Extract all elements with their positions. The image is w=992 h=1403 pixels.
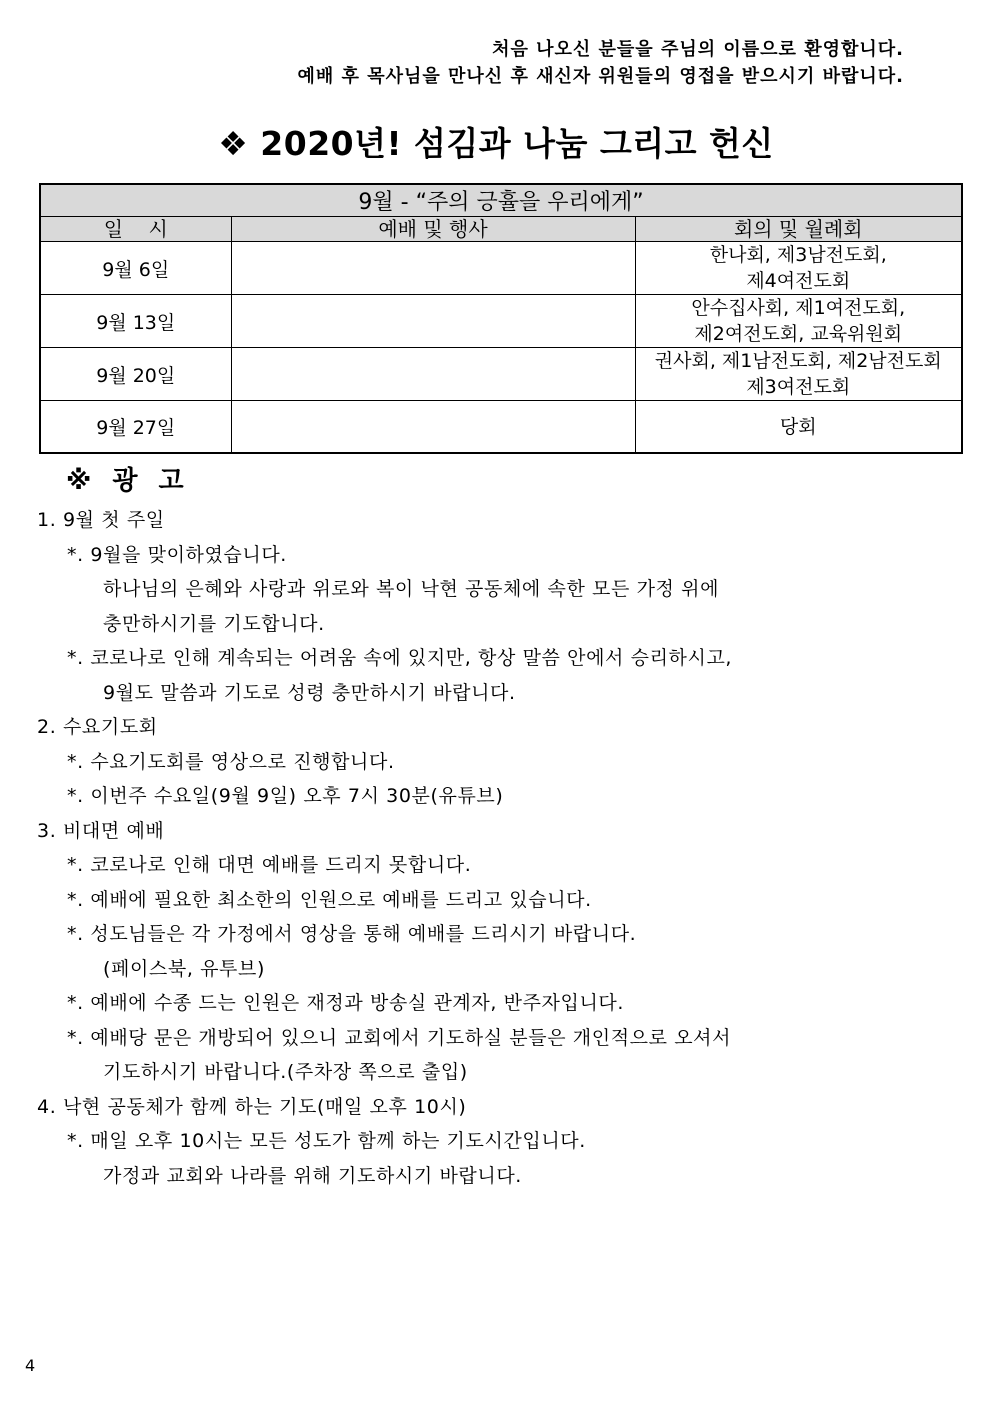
announcement-item: *. 예배에 수종 드는 인원은 재정과 방송실 관계자, 반주자입니다. [67, 992, 624, 1014]
schedule-month-row [40, 184, 962, 217]
announcement-title: 1. 9월 첫 주일 [37, 509, 165, 531]
announcement-item: *. 수요기도회를 영상으로 진행합니다. [67, 750, 395, 773]
table-row [40, 242, 962, 295]
row-date: 9월 27일 [40, 401, 231, 454]
announcement-title: 4. 낙현 공동체가 함께 하는 기도(매일 오후 10시) [37, 1095, 467, 1118]
announcement-item: *. 예배에 필요한 최소한의 인원으로 예배를 드리고 있습니다. [67, 888, 592, 911]
table-row [40, 295, 962, 348]
announcements [37, 503, 937, 1193]
announcement-item: *. 예배당 문은 개방되어 있으니 교회에서 기도하실 분들은 개인적으로 오셔서 [67, 1026, 732, 1049]
announcement-item: *. 코로나로 인해 대면 예배를 드리지 못합니다. [67, 854, 472, 876]
schedule-header-row [40, 217, 962, 242]
announcement-title: 2. 수요기도회 [37, 716, 158, 738]
announcement-item: *. 9월을 맞이하였습니다. [67, 543, 287, 566]
row-event [231, 401, 635, 454]
row-date: 9월 20일 [40, 348, 231, 401]
welcome-message [298, 36, 905, 90]
announcement-item: *. 코로나로 인해 계속되는 어려움 속에 있지만, 항상 말씀 안에서 승리하시고, [67, 647, 733, 669]
announcement-item: *. 매일 오후 10시는 모든 성도가 함께 하는 기도시간입니다. [67, 1130, 586, 1152]
row-meeting-line-1: 안수집사회, 제1여전도회, [691, 297, 906, 319]
announcement-section [37, 710, 937, 814]
row-meeting-line-1: 권사회, 제1남전도회, 제2남전도회 [654, 350, 942, 372]
page-title: ❖ 2020년! 섬김과 나눔 그리고 헌신 [218, 124, 774, 163]
row-meeting [635, 242, 962, 295]
announcement-item: 가정과 교회와 나라를 위해 기도하시기 바랍니다. [103, 1164, 522, 1187]
row-meeting [635, 348, 962, 401]
row-meeting-line-1: 당회 [779, 415, 817, 438]
row-meeting-line-2: 제4여전도회 [746, 270, 851, 292]
announcement-item: 기도하시기 바랍니다.(주차장 쪽으로 출입) [103, 1061, 468, 1083]
page-number: 4 [25, 1356, 36, 1375]
row-meeting-line-2: 제3여전도회 [746, 376, 851, 398]
welcome-line-1: 처음 나오신 분들을 주님의 이름으로 환영합니다. [492, 39, 904, 60]
header-meeting: 회의 및 월례회 [635, 217, 962, 242]
announcement-section [37, 814, 937, 1090]
row-meeting [635, 295, 962, 348]
announcement-title: 3. 비대면 예배 [37, 819, 165, 842]
announcement-item: 충만하시기를 기도합니다. [103, 612, 325, 635]
row-event [231, 295, 635, 348]
announcement-item: (페이스북, 유투브) [103, 957, 265, 980]
table-row [40, 401, 962, 454]
header-date: 일 시 [40, 217, 231, 242]
row-date: 9월 13일 [40, 295, 231, 348]
welcome-line-2: 예배 후 목사님을 만나신 후 새신자 위원들의 영접을 받으시기 바랍니다. [297, 66, 904, 87]
table-row [40, 348, 962, 401]
row-event [231, 348, 635, 401]
announcement-item: *. 이번주 수요일(9월 9일) 오후 7시 30분(유튜브) [67, 785, 504, 807]
announcement-section [37, 503, 937, 710]
announcement-item: 하나님의 은혜와 사랑과 위로와 복이 낙현 공동체에 속한 모든 가정 위에 [103, 578, 720, 600]
announcement-section [37, 1090, 937, 1194]
header-event: 예배 및 행사 [231, 217, 635, 242]
schedule-table [39, 183, 963, 454]
announcement-item: *. 성도님들은 각 가정에서 영상을 통해 예배를 드리시기 바랍니다. [67, 923, 637, 945]
row-event [231, 242, 635, 295]
announcements-heading: ※ 광 고 [66, 466, 190, 496]
announcement-item: 9월도 말씀과 기도로 성령 충만하시기 바랍니다. [103, 681, 516, 704]
row-meeting [635, 401, 962, 454]
row-meeting-line-1: 한나회, 제3남전도회, [709, 244, 887, 266]
row-date: 9월 6일 [40, 242, 231, 295]
schedule-month-title: 9월 - “주의 긍휼을 우리에게” [40, 184, 962, 217]
row-meeting-line-2: 제2여전도회, 교육위원회 [694, 323, 903, 345]
